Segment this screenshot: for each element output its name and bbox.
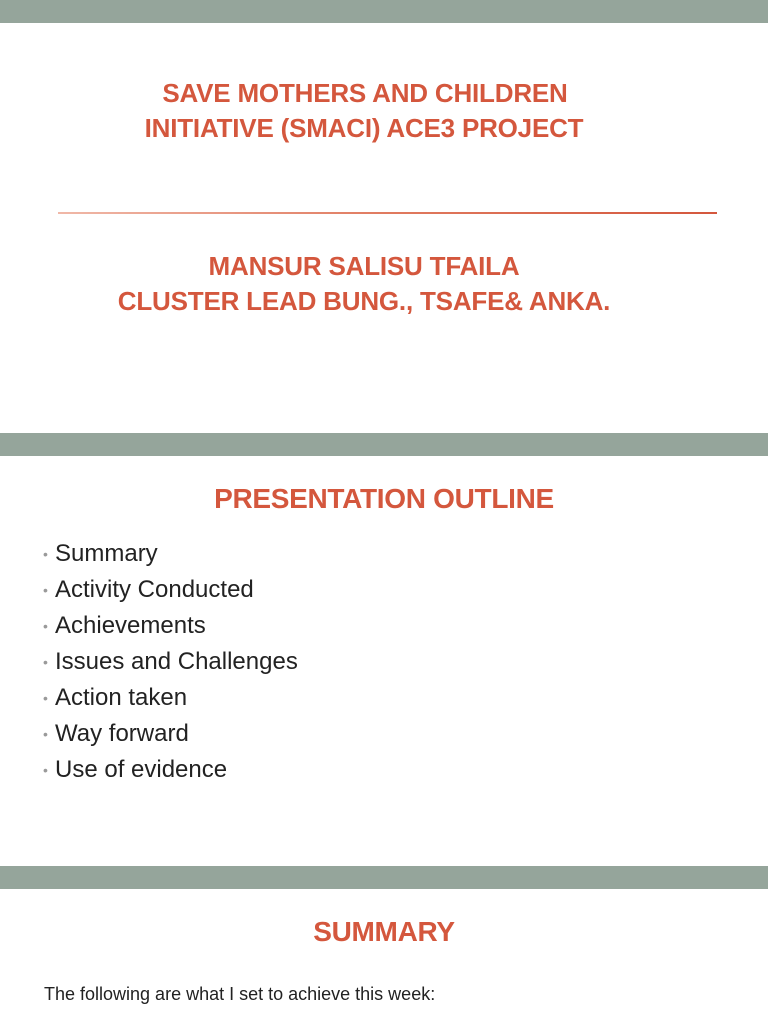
list-item-label: Action taken [55, 684, 188, 711]
presenter-role: CLUSTER LEAD BUNG., TSAFE& ANKA. [117, 286, 611, 316]
list-item-label: Activity Conducted [55, 576, 254, 603]
presenter-name: MANSUR SALISU TFAILA [208, 251, 520, 281]
bullet-icon: • [43, 618, 48, 634]
outline-heading: PRESENTATION OUTLINE [214, 483, 554, 514]
bullet-icon: • [43, 546, 48, 562]
title-line-2: INITIATIVE (SMACI) ACE3 PROJECT [144, 113, 584, 143]
list-item [43, 716, 298, 752]
bullet-icon: • [43, 690, 48, 706]
title-divider [58, 212, 717, 214]
list-item-label: Way forward [55, 720, 189, 747]
summary-intro-text: The following are what I set to achieve this week: [44, 984, 436, 1004]
bullet-icon: • [43, 654, 48, 670]
list-item-label: Summary [55, 540, 158, 567]
bullet-icon: • [43, 762, 48, 778]
list-item [43, 644, 298, 680]
list-item [43, 572, 298, 608]
bullet-icon: • [43, 582, 48, 598]
bullet-icon: • [43, 726, 48, 742]
slide-top-band [0, 0, 768, 23]
slide-separator-band [0, 866, 768, 889]
list-item [43, 680, 298, 716]
list-item [43, 752, 298, 788]
list-item-label: Issues and Challenges [55, 648, 298, 675]
title-line-1: SAVE MOTHERS AND CHILDREN [162, 78, 568, 108]
list-item [43, 608, 298, 644]
outline-list [43, 536, 298, 788]
slide-separator-band [0, 433, 768, 456]
list-item-label: Achievements [55, 612, 206, 639]
summary-heading: SUMMARY [313, 916, 455, 947]
list-item-label: Use of evidence [55, 756, 228, 783]
list-item [43, 536, 298, 572]
